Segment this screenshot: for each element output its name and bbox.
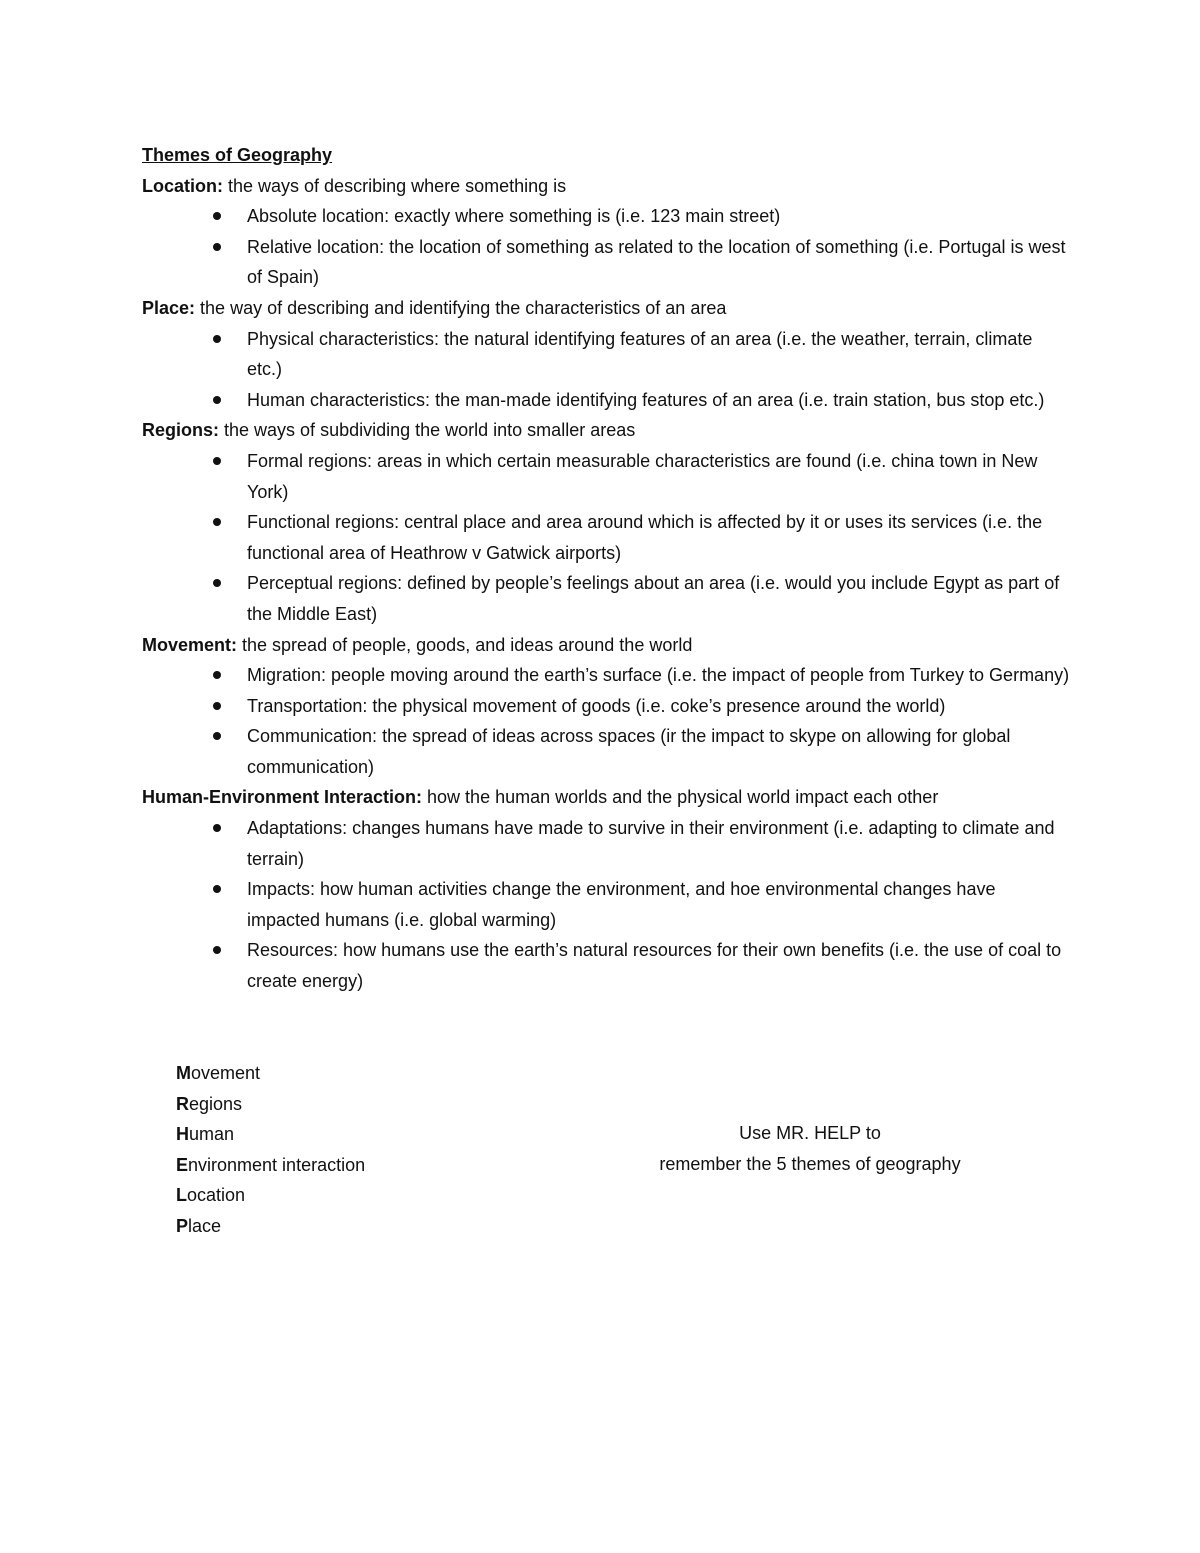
mnemonic-word — [176, 1089, 1076, 1120]
bullet-dot-icon — [213, 243, 221, 251]
bullet-term: Adaptations: — [247, 818, 348, 839]
bullet-text: the spread of ideas across spaces (ir the impact to skype on allowing for global communication) — [247, 726, 1011, 777]
bullet-term: Transportation: — [247, 695, 368, 716]
mnemonic-initial: P — [176, 1215, 189, 1236]
theme-heading — [142, 293, 1072, 324]
bullet-dot-icon — [213, 946, 221, 954]
bullet-dot-icon — [213, 457, 221, 465]
mnemonic-rest: nvironment interaction — [188, 1154, 366, 1175]
mnemonic-initial: E — [176, 1154, 189, 1175]
bullet-text: people moving around the earth’s surface (i.e. the impact of people from Turkey to Germany) — [326, 665, 1070, 686]
bullet-term: Human characteristics: — [247, 389, 431, 410]
bullet-dot-icon — [213, 885, 221, 893]
theme-bullet-list — [142, 446, 1072, 630]
bullet-text: the man-made identifying features of an area (i.e. train station, bus stop etc.) — [430, 389, 1045, 410]
theme-heading — [142, 171, 1072, 202]
document-title: Themes of Geography — [142, 145, 333, 165]
mnemonic-rest: ovement — [191, 1063, 261, 1083]
theme-bullet-list — [142, 201, 1072, 293]
theme-definition: the ways of describing where something is — [223, 175, 567, 196]
bullet-term: Resources: — [247, 940, 339, 961]
theme-bullet-list — [142, 660, 1072, 782]
bullet-term: Impacts: — [247, 879, 316, 900]
theme-heading — [142, 630, 1072, 661]
bullet-dot-icon — [213, 396, 221, 404]
bullet-dot-icon — [213, 702, 221, 710]
mnemonic-note — [600, 1118, 1020, 1179]
bullet-text: defined by people’s feelings about an area (i.e. would you include Egypt as part of the Middle East) — [247, 573, 1060, 624]
theme-term: Place: — [142, 297, 196, 318]
theme-heading — [142, 415, 1072, 446]
mnemonic-word — [176, 1058, 1076, 1089]
theme-sections — [142, 171, 1072, 997]
bullet-term: Communication: — [247, 726, 378, 747]
mnemonic-initial: L — [176, 1185, 187, 1206]
mnemonic-rest: egions — [189, 1093, 243, 1114]
bullet-item — [142, 813, 1072, 874]
bullet-item — [142, 660, 1072, 691]
mnemonic-initial: R — [176, 1093, 189, 1114]
bullet-term: Absolute location: — [247, 206, 390, 227]
bullet-item — [142, 568, 1072, 629]
bullet-term: Formal regions: — [247, 450, 373, 471]
mnemonic-initial: M — [176, 1063, 191, 1083]
bullet-item — [142, 721, 1072, 782]
bullet-text: exactly where something is (i.e. 123 main street) — [389, 206, 781, 227]
theme-definition: the ways of subdividing the world into smaller areas — [219, 420, 636, 441]
mnemonic-rest: lace — [188, 1215, 222, 1236]
bullet-term: Physical characteristics: — [247, 328, 440, 349]
bullet-item — [142, 935, 1072, 996]
theme-term: Regions: — [142, 420, 220, 441]
mnemonic-rest: ocation — [187, 1185, 246, 1206]
bullet-item — [142, 324, 1072, 385]
mnemonic-word — [176, 1180, 1076, 1211]
bullet-term: Functional regions: — [247, 512, 400, 533]
theme-definition: the spread of people, goods, and ideas around the world — [237, 634, 693, 655]
bullet-term: Migration: — [247, 665, 327, 686]
bullet-text: the location of something as related to the location of something (i.e. Portugal is west of Spain) — [247, 236, 1066, 288]
theme-bullet-list — [142, 813, 1072, 997]
theme-definition: how the human worlds and the physical world impact each other — [422, 787, 939, 808]
bullet-item — [142, 507, 1072, 568]
bullet-item — [142, 874, 1072, 935]
mnemonic-note-line-1: Use MR. HELP to — [739, 1123, 881, 1143]
bullet-item — [142, 385, 1072, 416]
theme-term: Location: — [142, 175, 223, 196]
theme-bullet-list — [142, 324, 1072, 416]
mnemonic-word — [176, 1211, 1076, 1242]
bullet-text: areas in which certain measurable characteristics are found (i.e. china town in New York) — [247, 450, 1038, 502]
bullet-item — [142, 232, 1072, 293]
bullet-dot-icon — [213, 518, 221, 526]
bullet-dot-icon — [213, 671, 221, 679]
bullet-dot-icon — [213, 579, 221, 587]
mnemonic-note-line-2: remember the 5 themes of geography — [659, 1153, 961, 1174]
bullet-dot-icon — [213, 212, 221, 220]
bullet-dot-icon — [213, 824, 221, 832]
bullet-term: Relative location: — [247, 236, 385, 257]
bullet-item — [142, 201, 1072, 232]
bullet-item — [142, 691, 1072, 722]
bullet-text: the physical movement of goods (i.e. coke’s presence around the world) — [367, 695, 946, 716]
mnemonic-rest: uman — [189, 1124, 235, 1145]
bullet-term: Perceptual regions: — [247, 573, 403, 594]
bullet-text: how humans use the earth’s natural resources for their own benefits (i.e. the use of coal to create energy) — [247, 940, 1062, 992]
bullet-text: changes humans have made to survive in their environment (i.e. adapting to climate and terrain) — [247, 818, 1055, 869]
document-body — [142, 140, 1072, 997]
theme-heading — [142, 782, 1072, 813]
mnemonic-initial: H — [176, 1124, 189, 1145]
theme-term: Movement: — [142, 634, 238, 655]
bullet-text: how human activities change the environment, and hoe environmental changes have impacted humans (i.e. global warming) — [247, 879, 996, 930]
bullet-item — [142, 446, 1072, 507]
bullet-dot-icon — [213, 335, 221, 343]
bullet-text: central place and area around which is affected by it or uses its services (i.e. the functional area of Heathrow v Gatwick airports) — [247, 512, 1043, 563]
bullet-text: the natural identifying features of an area (i.e. the weather, terrain, climate etc.) — [247, 328, 1033, 380]
bullet-dot-icon — [213, 732, 221, 740]
theme-term: Human-Environment Interaction: — [142, 787, 423, 808]
theme-definition: the way of describing and identifying the characteristics of an area — [195, 297, 727, 318]
